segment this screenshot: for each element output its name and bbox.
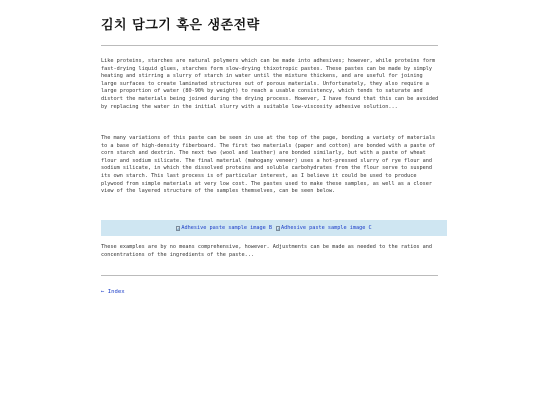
- intro-paragraph: Like proteins, starches are natural polymers which can be made into adhesives; however, while proteins form fast-drying liquid glues, starches form slow-drying thixotropic pastes. These pastes can be made by simply heating and stirring a slurry of starch in water until the mixture thickens, and are useful for joining large surfaces to create laminated structures out of porous materials. Unfortunately, they also require a large proportion of water (80-90% by weight) to reach a usable consistency, which tends to saturate and distort the materials being joined during the drying process. However, I have found that this can be avoided by replacing the water in the initial slurry with a suitable low-viscosity adhesive solution...: [101, 58, 439, 110]
- sample-image-c-alt: Adhesive paste sample image C: [281, 225, 372, 231]
- bottom-divider: [101, 275, 438, 276]
- closing-paragraph: These examples are by no means comprehensive, however. Adjustments can be made as needed to the ratios and concentrations of the ingredients of the paste...: [101, 244, 433, 258]
- sample-image-strip: [101, 220, 447, 236]
- sample-image-c-link[interactable]: [276, 225, 372, 231]
- index-link[interactable]: ← Index: [101, 289, 125, 295]
- top-divider: [101, 45, 438, 46]
- sample-image-b-link[interactable]: [176, 225, 272, 231]
- broken-image-icon: [276, 226, 280, 231]
- samples-paragraph: The many variations of this paste can be seen in use at the top of the page, bonding a variety of materials to a base of high-density fiberboard. The first two materials (paper and cotton) are bonded with a paste of corn starch and dextrin. The next two (wool and leather) are bonded similarly, but with a paste of wheat flour and sodium silicate. The final material (mahogany veneer) uses a hot-pressed slurry of rye flour and sodium silicate, in which the dissolved proteins and soluble carbohydrates from the flour serve to suspend its own starch. This last process is of particular interest, as I believe it could be used to produce plywood from simple materials at very low cost. The pastes used to make these samples, as well as a closer view of the layered structure of the samples themselves, can be seen below.: [101, 135, 436, 195]
- page-title: 김치 담그기 혹은 생존전략: [101, 18, 260, 33]
- broken-image-icon: [176, 226, 180, 231]
- sample-image-b-alt: Adhesive paste sample image B: [181, 225, 272, 231]
